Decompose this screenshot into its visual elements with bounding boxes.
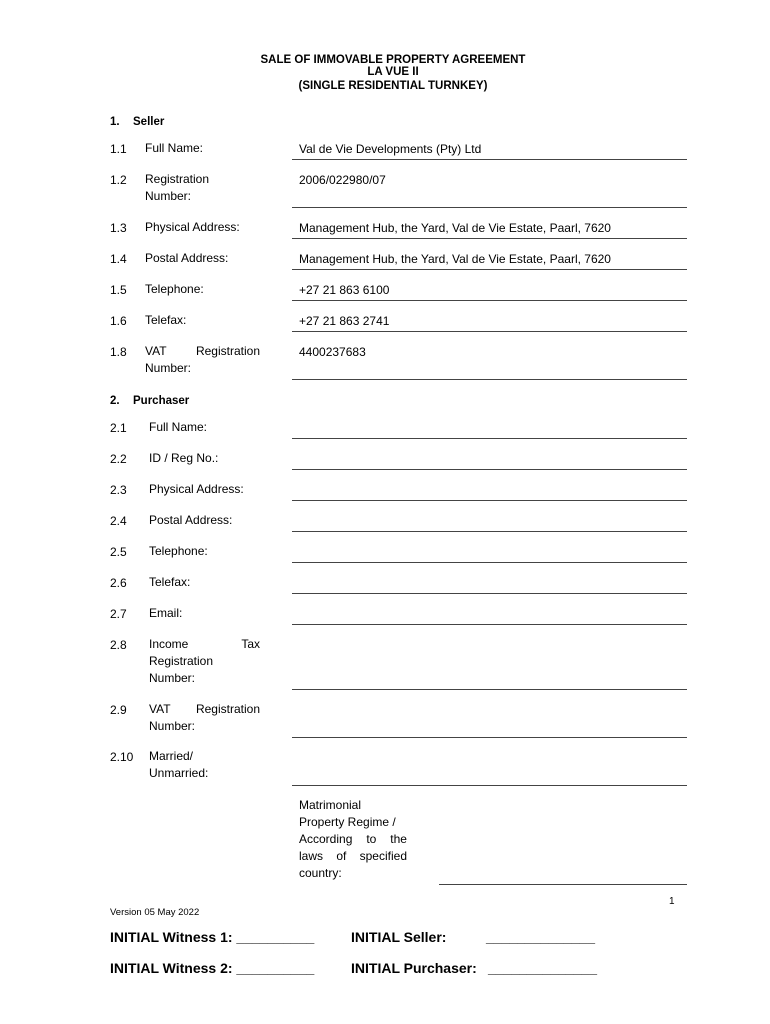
field-number: 1.3 <box>110 221 127 235</box>
field-label: Full Name: <box>149 420 208 434</box>
matrimonial-label <box>299 831 407 848</box>
field-label: Telephone: <box>145 282 204 296</box>
document-subtitle-type: (SINGLE RESIDENTIAL TURNKEY) <box>298 80 488 92</box>
purchaser-telephone-field[interactable] <box>292 562 687 563</box>
purchaser-id-field[interactable] <box>292 469 687 470</box>
field-number: 2.5 <box>110 545 127 559</box>
document-subtitle: LA VUE II <box>367 66 419 78</box>
field-label: ID / Reg No.: <box>149 451 219 465</box>
matrimonial-regime-field[interactable] <box>439 884 687 885</box>
purchaser-vat-field[interactable] <box>292 737 687 738</box>
document-title: SALE OF IMMOVABLE PROPERTY AGREEMENT <box>260 54 526 66</box>
field-underline <box>292 159 687 160</box>
field-number: 2.6 <box>110 576 127 590</box>
field-number: 2.9 <box>110 703 127 717</box>
field-label <box>149 636 260 653</box>
field-number: 1.5 <box>110 283 127 297</box>
matrimonial-label-word: the <box>390 832 407 846</box>
field-number: 2.7 <box>110 607 127 621</box>
seller-vat-value: 4400237683 <box>299 345 366 359</box>
field-label: Number: <box>149 719 196 733</box>
field-label: Registration <box>145 172 210 186</box>
purchaser-postal-address-field[interactable] <box>292 531 687 532</box>
initial-witness-2: INITIAL Witness 2: __________ <box>110 960 315 976</box>
matrimonial-label: Property Regime / <box>299 815 396 829</box>
matrimonial-label-word: laws <box>299 849 324 863</box>
purchaser-income-tax-field[interactable] <box>292 689 687 690</box>
field-number: 2.4 <box>110 514 127 528</box>
field-label: Registration <box>149 654 214 668</box>
field-underline <box>292 207 687 208</box>
initial-purchaser-blank[interactable]: ______________ <box>488 960 598 976</box>
field-number: 1.1 <box>110 142 127 156</box>
field-label: Email: <box>149 606 183 620</box>
field-label: Number: <box>145 189 192 203</box>
field-number: 2.1 <box>110 421 127 435</box>
seller-telefax-value: +27 21 863 2741 <box>299 314 390 328</box>
field-label-word: Registration <box>195 702 260 716</box>
version-label: Version 05 May 2022 <box>110 907 200 918</box>
field-number: 1.2 <box>110 173 127 187</box>
field-label-word: VAT <box>149 702 171 716</box>
purchaser-email-field[interactable] <box>292 624 687 625</box>
field-label: Telefax: <box>145 313 187 327</box>
initial-witness-1: INITIAL Witness 1: __________ <box>110 929 315 945</box>
field-underline <box>292 238 687 239</box>
purchaser-section-number: 2. <box>110 395 120 407</box>
field-label-word: Income <box>149 637 189 651</box>
seller-postal-address-value: Management Hub, the Yard, Val de Vie Estate, Paarl, 7620 <box>299 252 611 266</box>
seller-section-heading: Seller <box>133 116 165 128</box>
field-number: 1.8 <box>110 345 127 359</box>
field-number: 1.6 <box>110 314 127 328</box>
seller-full-name-value: Val de Vie Developments (Pty) Ltd <box>299 142 482 156</box>
field-label: Postal Address: <box>145 251 229 265</box>
seller-registration-value: 2006/022980/07 <box>299 173 386 187</box>
field-underline <box>292 331 687 332</box>
field-number: 2.10 <box>110 750 134 764</box>
seller-section-number: 1. <box>110 116 120 128</box>
field-underline <box>292 300 687 301</box>
purchaser-physical-address-field[interactable] <box>292 500 687 501</box>
matrimonial-label-word: According <box>299 832 353 846</box>
matrimonial-label: country: <box>299 866 342 880</box>
field-number: 2.8 <box>110 638 127 652</box>
matrimonial-label-word: specified <box>359 849 407 863</box>
field-label: Number: <box>149 671 196 685</box>
field-label-word: Registration <box>195 344 260 358</box>
field-underline <box>292 379 687 380</box>
field-underline <box>292 269 687 270</box>
field-label: Physical Address: <box>149 482 244 496</box>
field-label-word: VAT <box>145 344 167 358</box>
field-label: Telephone: <box>149 544 208 558</box>
purchaser-section-heading: Purchaser <box>133 395 190 407</box>
purchaser-marital-status-field[interactable] <box>292 785 687 786</box>
purchaser-telefax-field[interactable] <box>292 593 687 594</box>
page-number: 1 <box>669 896 675 907</box>
seller-telephone-value: +27 21 863 6100 <box>299 283 390 297</box>
matrimonial-label-word: to <box>366 832 377 846</box>
matrimonial-label: Matrimonial <box>299 798 362 812</box>
matrimonial-label <box>299 848 407 865</box>
field-label-word: Tax <box>241 637 260 651</box>
field-label: Physical Address: <box>145 220 240 234</box>
field-label: Number: <box>145 361 192 375</box>
field-number: 1.4 <box>110 252 127 266</box>
seller-physical-address-value: Management Hub, the Yard, Val de Vie Estate, Paarl, 7620 <box>299 221 611 235</box>
field-number: 2.3 <box>110 483 127 497</box>
field-label: Full Name: <box>145 141 204 155</box>
field-label <box>145 343 260 360</box>
matrimonial-label-word: of <box>336 849 347 863</box>
field-number: 2.2 <box>110 452 127 466</box>
initial-seller-blank[interactable]: ______________ <box>486 929 596 945</box>
initial-seller-label: INITIAL Seller: <box>351 929 447 945</box>
purchaser-full-name-field[interactable] <box>292 438 687 439</box>
field-label <box>149 701 260 718</box>
field-label: Postal Address: <box>149 513 233 527</box>
initial-purchaser-label: INITIAL Purchaser: <box>351 960 477 976</box>
field-label: Married/ <box>149 749 194 763</box>
field-label: Telefax: <box>149 575 191 589</box>
field-label: Unmarried: <box>149 766 209 780</box>
